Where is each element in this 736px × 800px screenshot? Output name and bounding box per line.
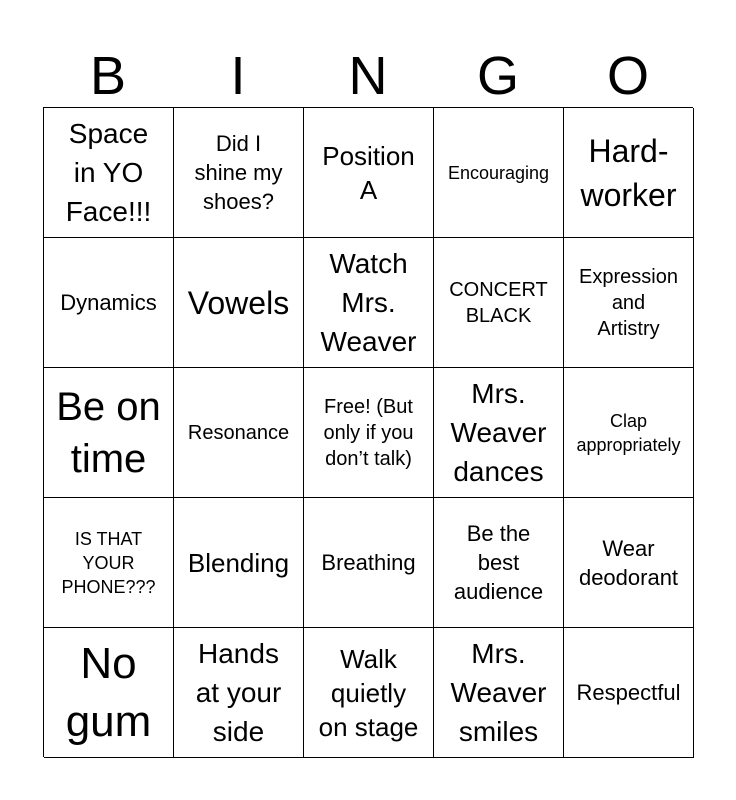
bingo-cell-r4c1[interactable] [44,498,174,628]
bingo-cell-label: Hard- worker [580,132,677,213]
bingo-cell-r5c1[interactable] [44,628,174,758]
bingo-cell-r5c4[interactable] [434,628,564,758]
bingo-cell-label: Position A [322,140,415,205]
bingo-cell-r3c1[interactable] [44,368,174,498]
bingo-cell-r1c5[interactable] [564,108,694,238]
bingo-cell-label: Mrs. Weaver dances [450,378,547,487]
bingo-cell-label: Hands at your side [195,638,282,747]
bingo-cell-r3c3[interactable] [304,368,434,498]
bingo-cell-r4c3[interactable] [304,498,434,628]
bingo-cell-r1c1[interactable] [44,108,174,238]
bingo-cell-r3c2[interactable] [174,368,304,498]
bingo-cell-label: Respectful [576,680,681,705]
bingo-cell-label: IS THAT YOUR PHONE??? [61,528,156,597]
bingo-cell-label: Breathing [321,550,416,575]
bingo-cell-r3c4[interactable] [434,368,564,498]
bingo-cell-label: Walk quietly on stage [318,643,419,742]
header-letter-n: N [348,46,388,106]
bingo-cell-label: Resonance [187,421,290,444]
bingo-cell-r2c4[interactable] [434,238,564,368]
bingo-cell-label: Free! (But only if you don’t talk) [323,395,414,470]
header-letter-b: B [89,46,127,106]
bingo-cell-label: Space in YO Face!!! [65,118,152,227]
bingo-cell-label: Be on time [56,384,161,481]
bingo-cell-label: Mrs. Weaver smiles [450,638,547,747]
bingo-cell-label: CONCERT BLACK [449,278,548,327]
bingo-cell-label: Watch Mrs. Weaver [320,248,417,357]
bingo-cell-r5c3[interactable] [304,628,434,758]
bingo-cell-r2c5[interactable] [564,238,694,368]
bingo-cell-r5c2[interactable] [174,628,304,758]
bingo-cell-r2c2[interactable] [174,238,304,368]
bingo-cell-label: Encouraging [447,162,550,183]
bingo-cell-label: Clap appropriately [576,410,681,455]
bingo-cell-r3c5[interactable] [564,368,694,498]
bingo-cell-r1c4[interactable] [434,108,564,238]
bingo-cell-r2c3[interactable] [304,238,434,368]
bingo-cell-label: Wear deodorant [578,535,679,590]
bingo-cell-r4c5[interactable] [564,498,694,628]
header-letter-o: O [606,46,649,106]
bingo-cell-r4c4[interactable] [434,498,564,628]
bingo-cell-label: Dynamics [60,290,157,315]
bingo-cell-label: No gum [65,638,152,746]
bingo-cell-r2c1[interactable] [44,238,174,368]
bingo-board [43,107,693,757]
bingo-cell-label: Be the best audience [453,521,544,604]
bingo-cell-label: Blending [187,547,290,578]
header-letter-i: I [230,46,246,106]
bingo-cell-r5c5[interactable] [564,628,694,758]
header-letter-g: G [476,46,519,106]
bingo-cell-label: Expression and Artistry [579,265,678,340]
bingo-cell-r4c2[interactable] [174,498,304,628]
bingo-cell-label: Vowels [187,284,290,321]
bingo-header [43,44,693,108]
bingo-cell-r1c2[interactable] [174,108,304,238]
bingo-cell-label: Did I shine my shoes? [194,131,283,214]
bingo-cell-r1c3[interactable] [304,108,434,238]
